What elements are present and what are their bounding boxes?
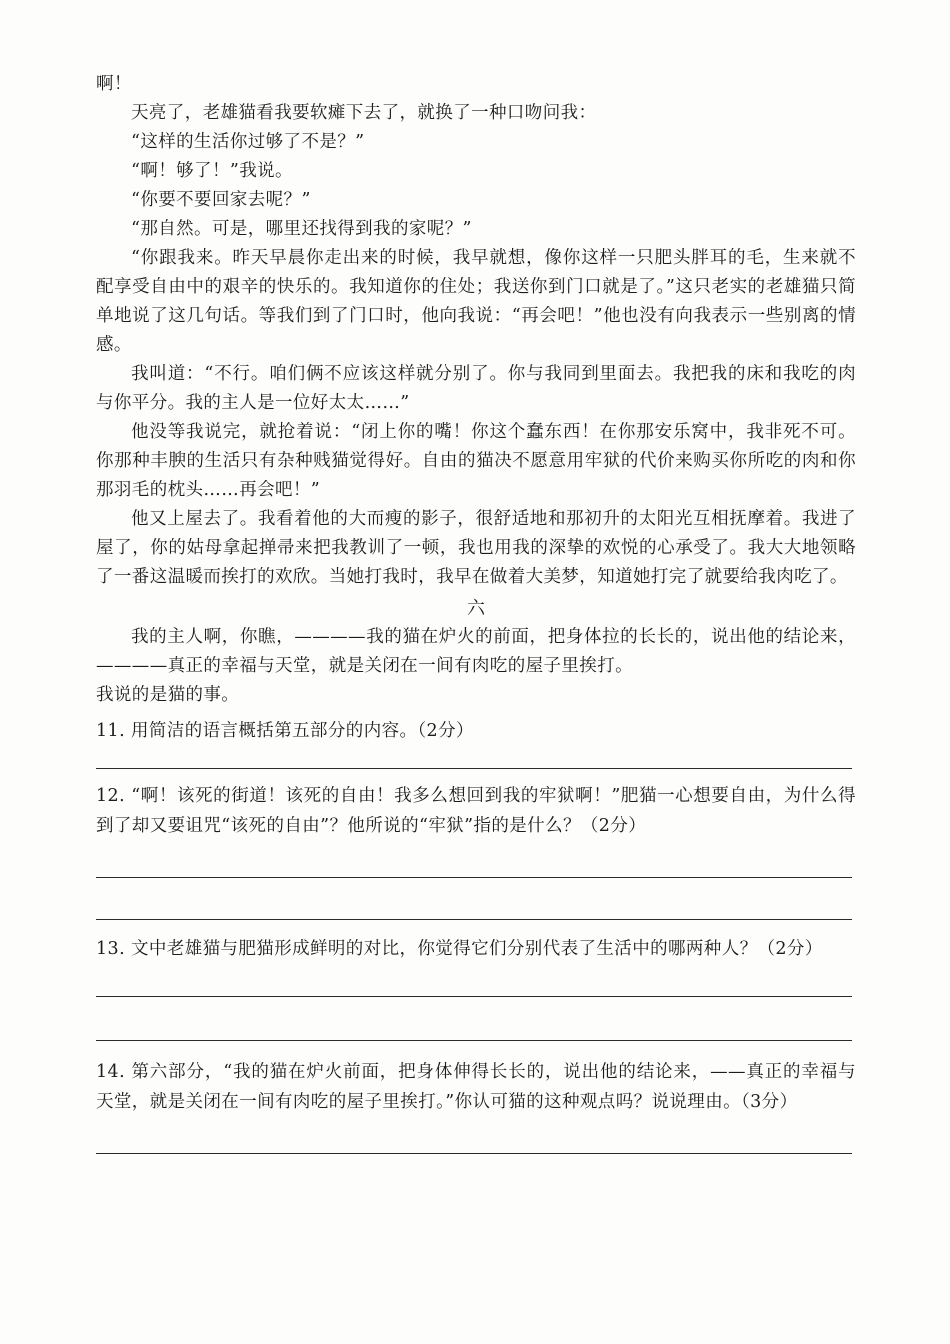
page-content [96,70,856,1154]
passage-paragraph: 他没等我说完，就抢着说：“闭上你的嘴！你这个蠢东西！在你那安乐窝中，我非死不可。你那种丰腴的生活只有杂种贱猫觉得好。自由的猫决不愿意用牢狱的代价来购买你所吃的肉和你那羽毛的枕头……再会吧！” [96,422,856,500]
passage-line: 啊！ [96,74,132,94]
passage-paragraph: 天亮了，老雄猫看我要软瘫下去了，就换了一种口吻问我： [131,103,597,123]
question-13: 13. 文中老雄猫与肥猫形成鲜明的对比，你觉得它们分别代表了生活中的哪两种人？（2分） [96,939,823,959]
answer-line[interactable] [96,996,852,997]
answer-line[interactable] [96,1040,852,1041]
passage-paragraph: 我叫道：“不行。咱们俩不应该这样就分别了。你与我同到里面去。我把我的床和我吃的肉与你平分。我的主人是一位好太太……” [96,364,856,413]
question-12: 12. “啊！该死的街道！该死的自由！我多么想回到我的牢狱啊！”肥猫一心想要自由，为什么得到了却又要诅咒“该死的自由”？他所说的“牢狱”指的是什么？（2分） [96,786,856,836]
question-11: 11. 用简洁的语言概括第五部分的内容。（2分） [96,721,474,741]
answer-line[interactable] [96,877,852,878]
passage-closing-line: 我说的是猫的事。 [96,685,240,705]
dialogue-line: “那自然。可是，哪里还找得到我的家呢？” [131,219,472,239]
passage-paragraph: “你跟我来。昨天早晨你走出来的时候，我早就想，像你这样一只肥头胖耳的毛，生来就不配享受自由中的艰辛的快乐的。我知道你的住处；我送你到门口就是了。”这只老实的老雄猫只简单地说了这几句话。等我们到了门口时，他向我说：“再会吧！”他也没有向我表示一些别离的情感。 [96,248,856,355]
question-14: 14. 第六部分，“我的猫在炉火前面，把身体伸得长长的，说出他的结论来，——真正的幸福与天堂，就是关闭在一间有肉吃的屋子里挨打。”你认可猫的这种观点吗？说说理由。（3分） [96,1062,856,1112]
answer-line[interactable] [96,1153,852,1154]
dialogue-line: “你要不要回家去呢？” [131,190,311,210]
answer-line[interactable] [96,919,852,920]
passage-paragraph: 他又上屋去了。我看着他的大而瘦的影子，很舒适地和那初升的太阳光互相抚摩着。我进了屋了，你的姑母拿起掸帚来把我教训了一顿，我也用我的深挚的欢悦的心承受了。我大大地领略了一番这温暖而挨打的欢欣。当她打我时，我早在做着大美梦，知道她打完了就要给我肉吃了。 [96,509,856,587]
dialogue-line: “啊！够了！”我说。 [131,161,293,181]
section-six-heading: 六 [467,598,485,619]
dialogue-line: “这样的生活你过够了不是？” [131,132,365,152]
answer-line[interactable] [96,768,852,769]
passage-paragraph: 我的主人啊，你瞧，————我的猫在炉火的前面，把身体拉的长长的，说出他的结论来，————真正的幸福与天堂，就是关闭在一间有肉吃的屋子里挨打。 [96,627,856,676]
